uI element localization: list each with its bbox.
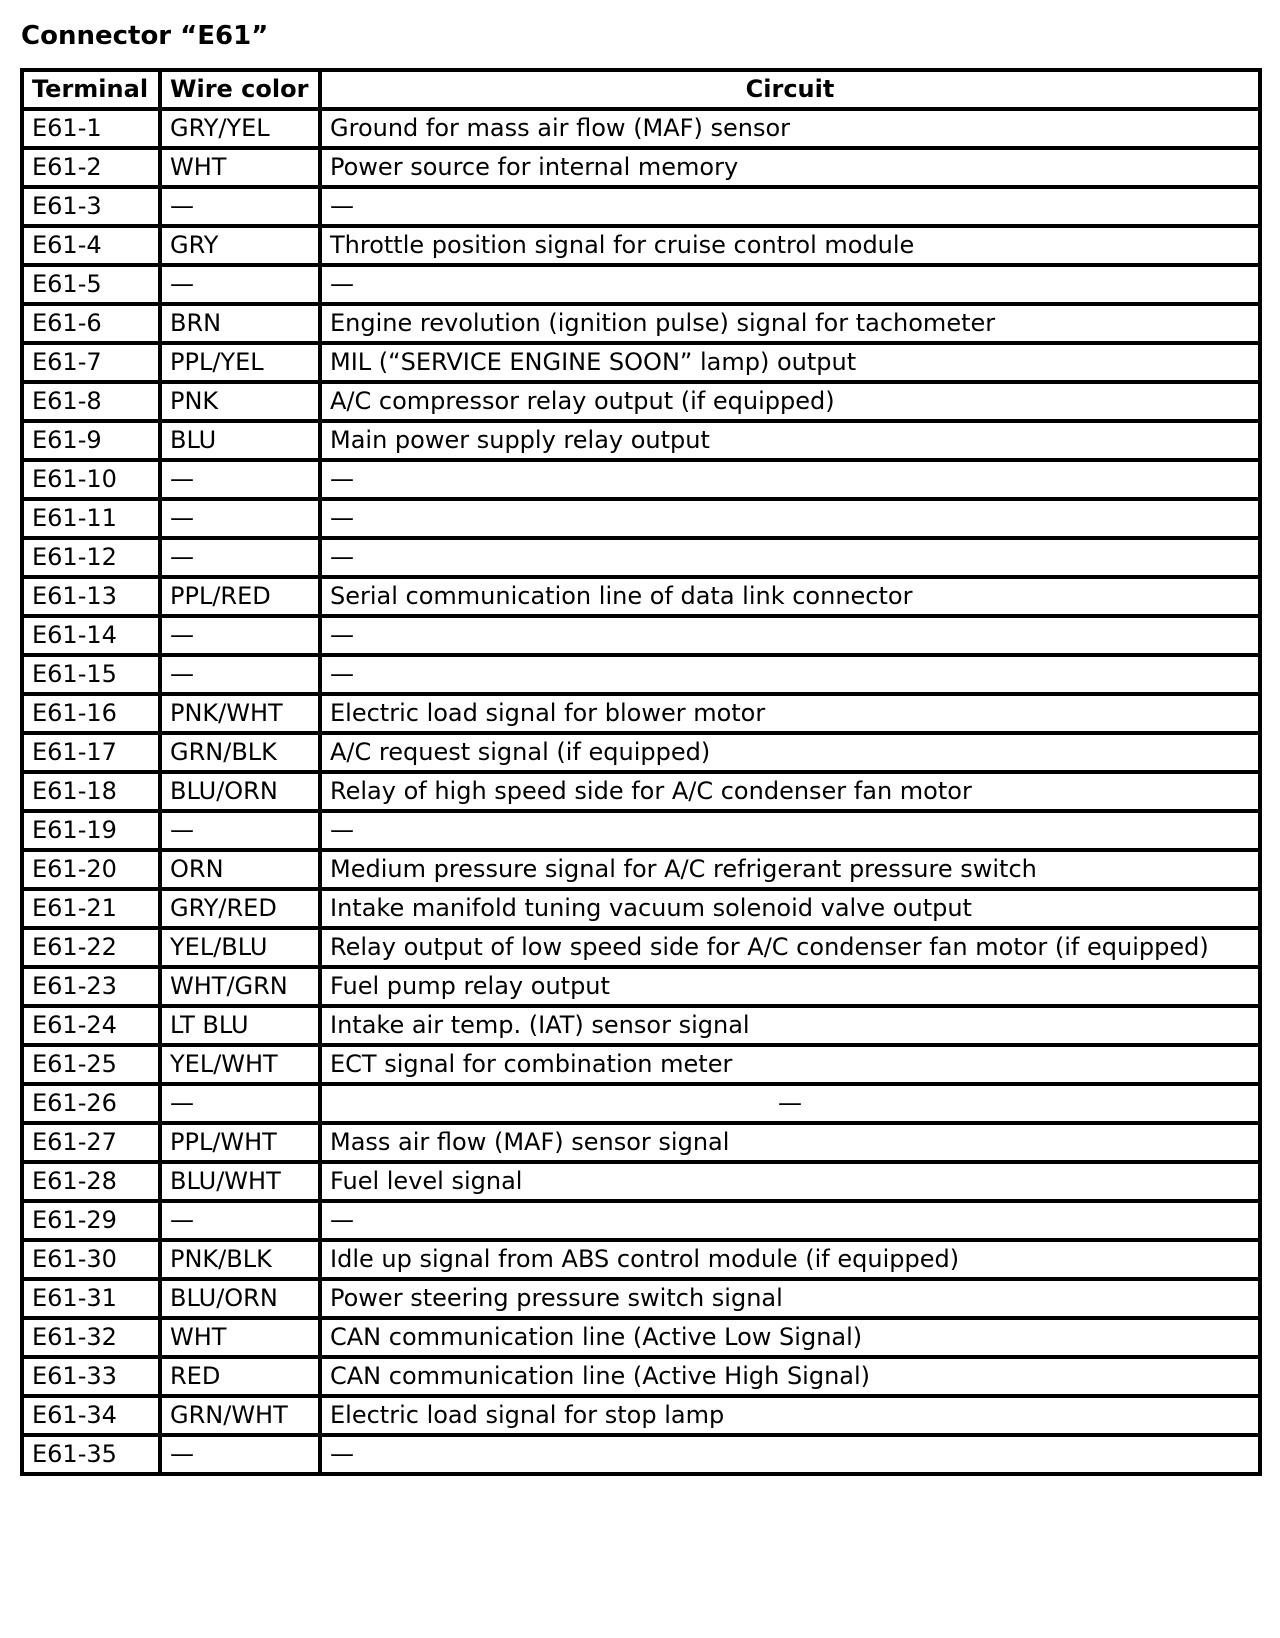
cell-circuit: Electric load signal for stop lamp [320,1396,1260,1435]
cell-terminal: E61-15 [22,655,160,694]
cell-terminal: E61-13 [22,577,160,616]
table-row [22,1006,1260,1045]
cell-circuit: Serial communication line of data link connector [320,577,1260,616]
cell-circuit: Intake manifold tuning vacuum solenoid valve output [320,889,1260,928]
cell-wire-color: YEL/BLU [160,928,320,967]
cell-circuit: — [320,538,1260,577]
cell-circuit: Throttle position signal for cruise control module [320,226,1260,265]
table-row [22,538,1260,577]
cell-circuit: — [320,187,1260,226]
cell-wire-color: BLU/ORN [160,772,320,811]
table-row [22,655,1260,694]
cell-wire-color: PPL/WHT [160,1123,320,1162]
cell-terminal: E61-29 [22,1201,160,1240]
cell-wire-color: BLU/WHT [160,1162,320,1201]
table-body [22,109,1260,1474]
table-row [22,811,1260,850]
table-row [22,187,1260,226]
table-row [22,694,1260,733]
cell-terminal: E61-21 [22,889,160,928]
cell-wire-color: BRN [160,304,320,343]
cell-terminal: E61-23 [22,967,160,1006]
cell-terminal: E61-4 [22,226,160,265]
cell-wire-color: GRN/WHT [160,1396,320,1435]
cell-wire-color: — [160,460,320,499]
cell-circuit: CAN communication line (Active Low Signal) [320,1318,1260,1357]
cell-wire-color: GRY/RED [160,889,320,928]
table-row [22,148,1260,187]
cell-terminal: E61-20 [22,850,160,889]
table-row [22,1240,1260,1279]
cell-wire-color: RED [160,1357,320,1396]
cell-circuit: Electric load signal for blower motor [320,694,1260,733]
table-row [22,499,1260,538]
table-row [22,382,1260,421]
cell-terminal: E61-10 [22,460,160,499]
table-row [22,1201,1260,1240]
cell-circuit: — [320,655,1260,694]
table-row [22,1396,1260,1435]
cell-terminal: E61-35 [22,1435,160,1474]
table-row [22,226,1260,265]
connector-pinout-table [20,68,1262,1476]
table-row [22,967,1260,1006]
cell-circuit: — [320,499,1260,538]
cell-wire-color: WHT [160,1318,320,1357]
cell-wire-color: BLU [160,421,320,460]
cell-circuit: CAN communication line (Active High Signal) [320,1357,1260,1396]
cell-wire-color: WHT [160,148,320,187]
cell-terminal: E61-28 [22,1162,160,1201]
cell-wire-color: PNK [160,382,320,421]
cell-circuit: Power steering pressure switch signal [320,1279,1260,1318]
header-circuit: Circuit [320,70,1260,109]
table-row [22,1435,1260,1474]
cell-terminal: E61-2 [22,148,160,187]
cell-terminal: E61-9 [22,421,160,460]
table-row [22,1357,1260,1396]
cell-wire-color: — [160,265,320,304]
header-row [22,70,1260,109]
cell-circuit: Relay of high speed side for A/C condenser fan motor [320,772,1260,811]
cell-wire-color: LT BLU [160,1006,320,1045]
cell-terminal: E61-33 [22,1357,160,1396]
cell-wire-color: PPL/YEL [160,343,320,382]
cell-wire-color: BLU/ORN [160,1279,320,1318]
cell-terminal: E61-25 [22,1045,160,1084]
cell-wire-color: ORN [160,850,320,889]
page-title: Connector “E61” [21,21,269,51]
cell-circuit: Mass air flow (MAF) sensor signal [320,1123,1260,1162]
cell-wire-color: — [160,1201,320,1240]
cell-wire-color: — [160,1084,320,1123]
cell-wire-color: PNK/WHT [160,694,320,733]
cell-wire-color: — [160,187,320,226]
table-row [22,343,1260,382]
cell-terminal: E61-3 [22,187,160,226]
cell-circuit: Fuel level signal [320,1162,1260,1201]
table-row [22,733,1260,772]
cell-wire-color: — [160,811,320,850]
table-row [22,304,1260,343]
cell-circuit: — [320,1435,1260,1474]
cell-circuit: ECT signal for combination meter [320,1045,1260,1084]
table-row [22,1318,1260,1357]
cell-terminal: E61-14 [22,616,160,655]
cell-wire-color: — [160,1435,320,1474]
cell-terminal: E61-30 [22,1240,160,1279]
cell-circuit: — [320,1084,1260,1123]
cell-wire-color: YEL/WHT [160,1045,320,1084]
cell-wire-color: GRY/YEL [160,109,320,148]
cell-wire-color: WHT/GRN [160,967,320,1006]
table-row [22,1279,1260,1318]
cell-wire-color: — [160,538,320,577]
cell-wire-color: — [160,499,320,538]
cell-terminal: E61-27 [22,1123,160,1162]
cell-circuit: — [320,1201,1260,1240]
cell-circuit: A/C compressor relay output (if equipped) [320,382,1260,421]
cell-terminal: E61-22 [22,928,160,967]
cell-terminal: E61-24 [22,1006,160,1045]
cell-terminal: E61-1 [22,109,160,148]
cell-circuit: Relay output of low speed side for A/C condenser fan motor (if equipped) [320,928,1260,967]
cell-wire-color: GRN/BLK [160,733,320,772]
cell-circuit: MIL (“SERVICE ENGINE SOON” lamp) output [320,343,1260,382]
table-row [22,616,1260,655]
table-row [22,265,1260,304]
cell-circuit: Main power supply relay output [320,421,1260,460]
cell-wire-color: — [160,655,320,694]
cell-wire-color: PNK/BLK [160,1240,320,1279]
cell-wire-color: — [160,616,320,655]
cell-terminal: E61-26 [22,1084,160,1123]
header-terminal: Terminal [22,70,160,109]
cell-circuit: — [320,616,1260,655]
table-header [22,70,1260,109]
cell-circuit: Engine revolution (ignition pulse) signal for tachometer [320,304,1260,343]
header-wire-color: Wire color [160,70,320,109]
table-row [22,1162,1260,1201]
cell-terminal: E61-17 [22,733,160,772]
cell-terminal: E61-6 [22,304,160,343]
cell-terminal: E61-5 [22,265,160,304]
cell-circuit: — [320,811,1260,850]
cell-terminal: E61-7 [22,343,160,382]
cell-circuit: Fuel pump relay output [320,967,1260,1006]
table-row [22,460,1260,499]
cell-wire-color: PPL/RED [160,577,320,616]
table-row [22,1123,1260,1162]
cell-terminal: E61-31 [22,1279,160,1318]
table-row [22,577,1260,616]
cell-terminal: E61-18 [22,772,160,811]
table-row [22,1045,1260,1084]
cell-circuit: Power source for internal memory [320,148,1260,187]
table-row [22,421,1260,460]
cell-circuit: — [320,460,1260,499]
cell-circuit: Medium pressure signal for A/C refrigerant pressure switch [320,850,1260,889]
cell-terminal: E61-12 [22,538,160,577]
cell-terminal: E61-19 [22,811,160,850]
cell-terminal: E61-32 [22,1318,160,1357]
cell-terminal: E61-8 [22,382,160,421]
cell-circuit: Ground for mass air flow (MAF) sensor [320,109,1260,148]
cell-circuit: — [320,265,1260,304]
table-row [22,1084,1260,1123]
cell-wire-color: GRY [160,226,320,265]
table-row [22,850,1260,889]
cell-circuit: Idle up signal from ABS control module (if equipped) [320,1240,1260,1279]
table-row [22,109,1260,148]
cell-terminal: E61-11 [22,499,160,538]
cell-circuit: Intake air temp. (IAT) sensor signal [320,1006,1260,1045]
cell-circuit: A/C request signal (if equipped) [320,733,1260,772]
cell-terminal: E61-34 [22,1396,160,1435]
table-row [22,772,1260,811]
table-row [22,889,1260,928]
table-row [22,928,1260,967]
cell-terminal: E61-16 [22,694,160,733]
